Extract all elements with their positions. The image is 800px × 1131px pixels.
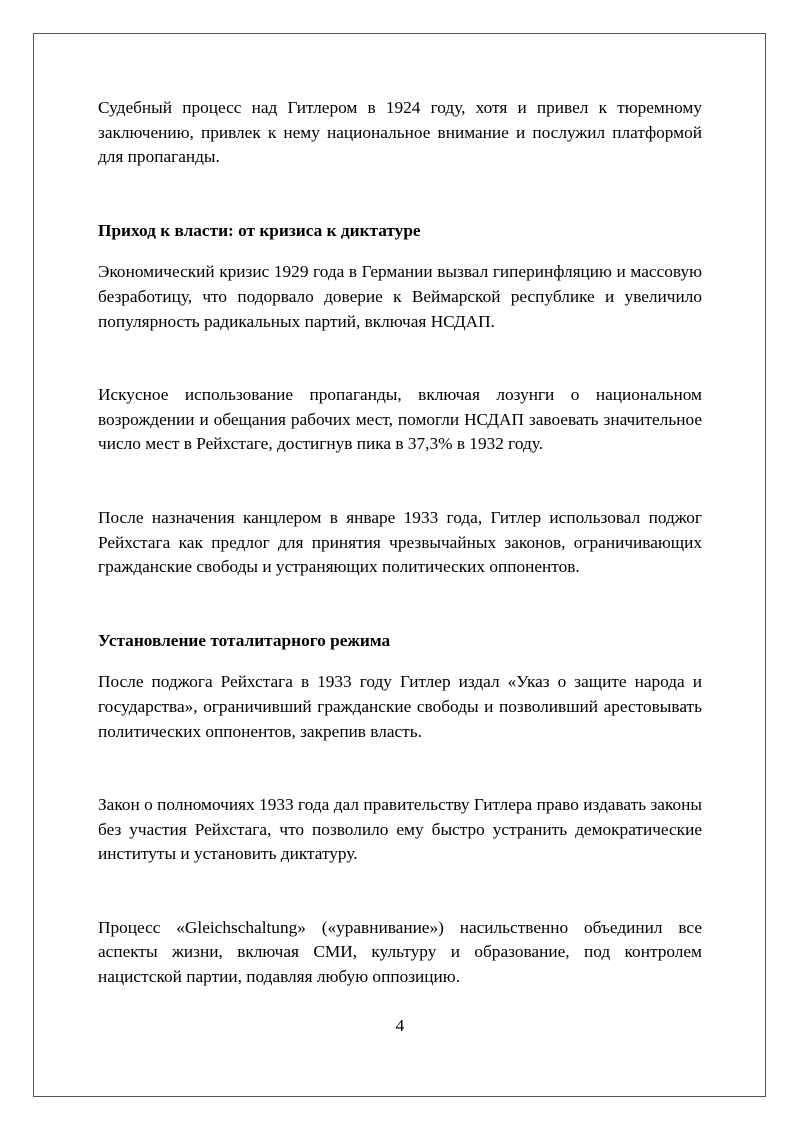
document-body	[98, 96, 702, 990]
heading-totalitarian-regime: Установление тоталитарного режима	[98, 630, 391, 650]
paragraph-gleichschaltung: Процесс «Gleichschaltung» («уравнивание») насильственно объединил все аспекты жизни, включая СМИ, культуру и образование, под контролем нацистской партии, подавляя любую оппозицию.	[98, 917, 702, 987]
paragraph-trial: Судебный процесс над Гитлером в 1924 году, хотя и привел к тюремному заключению, привлек к нему национальное внимание и послужил платформой для пропаганды.	[98, 98, 702, 167]
paragraph-enabling-act: Закон о полномочиях 1933 года дал правительству Гитлера право издавать законы без участия Рейхстага, что позволило ему быстро устранить демократические институты и установить диктатуру.	[98, 795, 702, 864]
paragraph-propaganda: Искусное использование пропаганды, включая лозунги о национальном возрождении и обещания рабочих мест, помогли НСДАП завоевать значительное число мест в Рейхстаге, достигнув пика в 37,3% в 1932 году.	[98, 385, 702, 454]
page-number: 4	[395, 1016, 405, 1035]
paragraph-economic-crisis: Экономический кризис 1929 года в Германии вызвал гиперинфляцию и массовую безработицу, что подорвало доверие к Веймарской республике и увеличило популярность радикальных партий, включая НСДАП.	[98, 262, 702, 331]
paragraph-reichstag-fire: После назначения канцлером в январе 1933 года, Гитлер использовал поджог Рейхстага как предлог для принятия чрезвычайных законов, ограничивающих гражданские свободы и устраняющих политических оппонентов.	[98, 507, 702, 577]
paragraph-decree: После поджога Рейхстага в 1933 году Гитлер издал «Указ о защите народа и государства», ограничивший гражданские свободы и позволивший арестовывать политических оппонентов, закрепив власть.	[98, 672, 702, 741]
heading-rise-to-power: Приход к власти: от кризиса к диктатуре	[98, 220, 421, 240]
